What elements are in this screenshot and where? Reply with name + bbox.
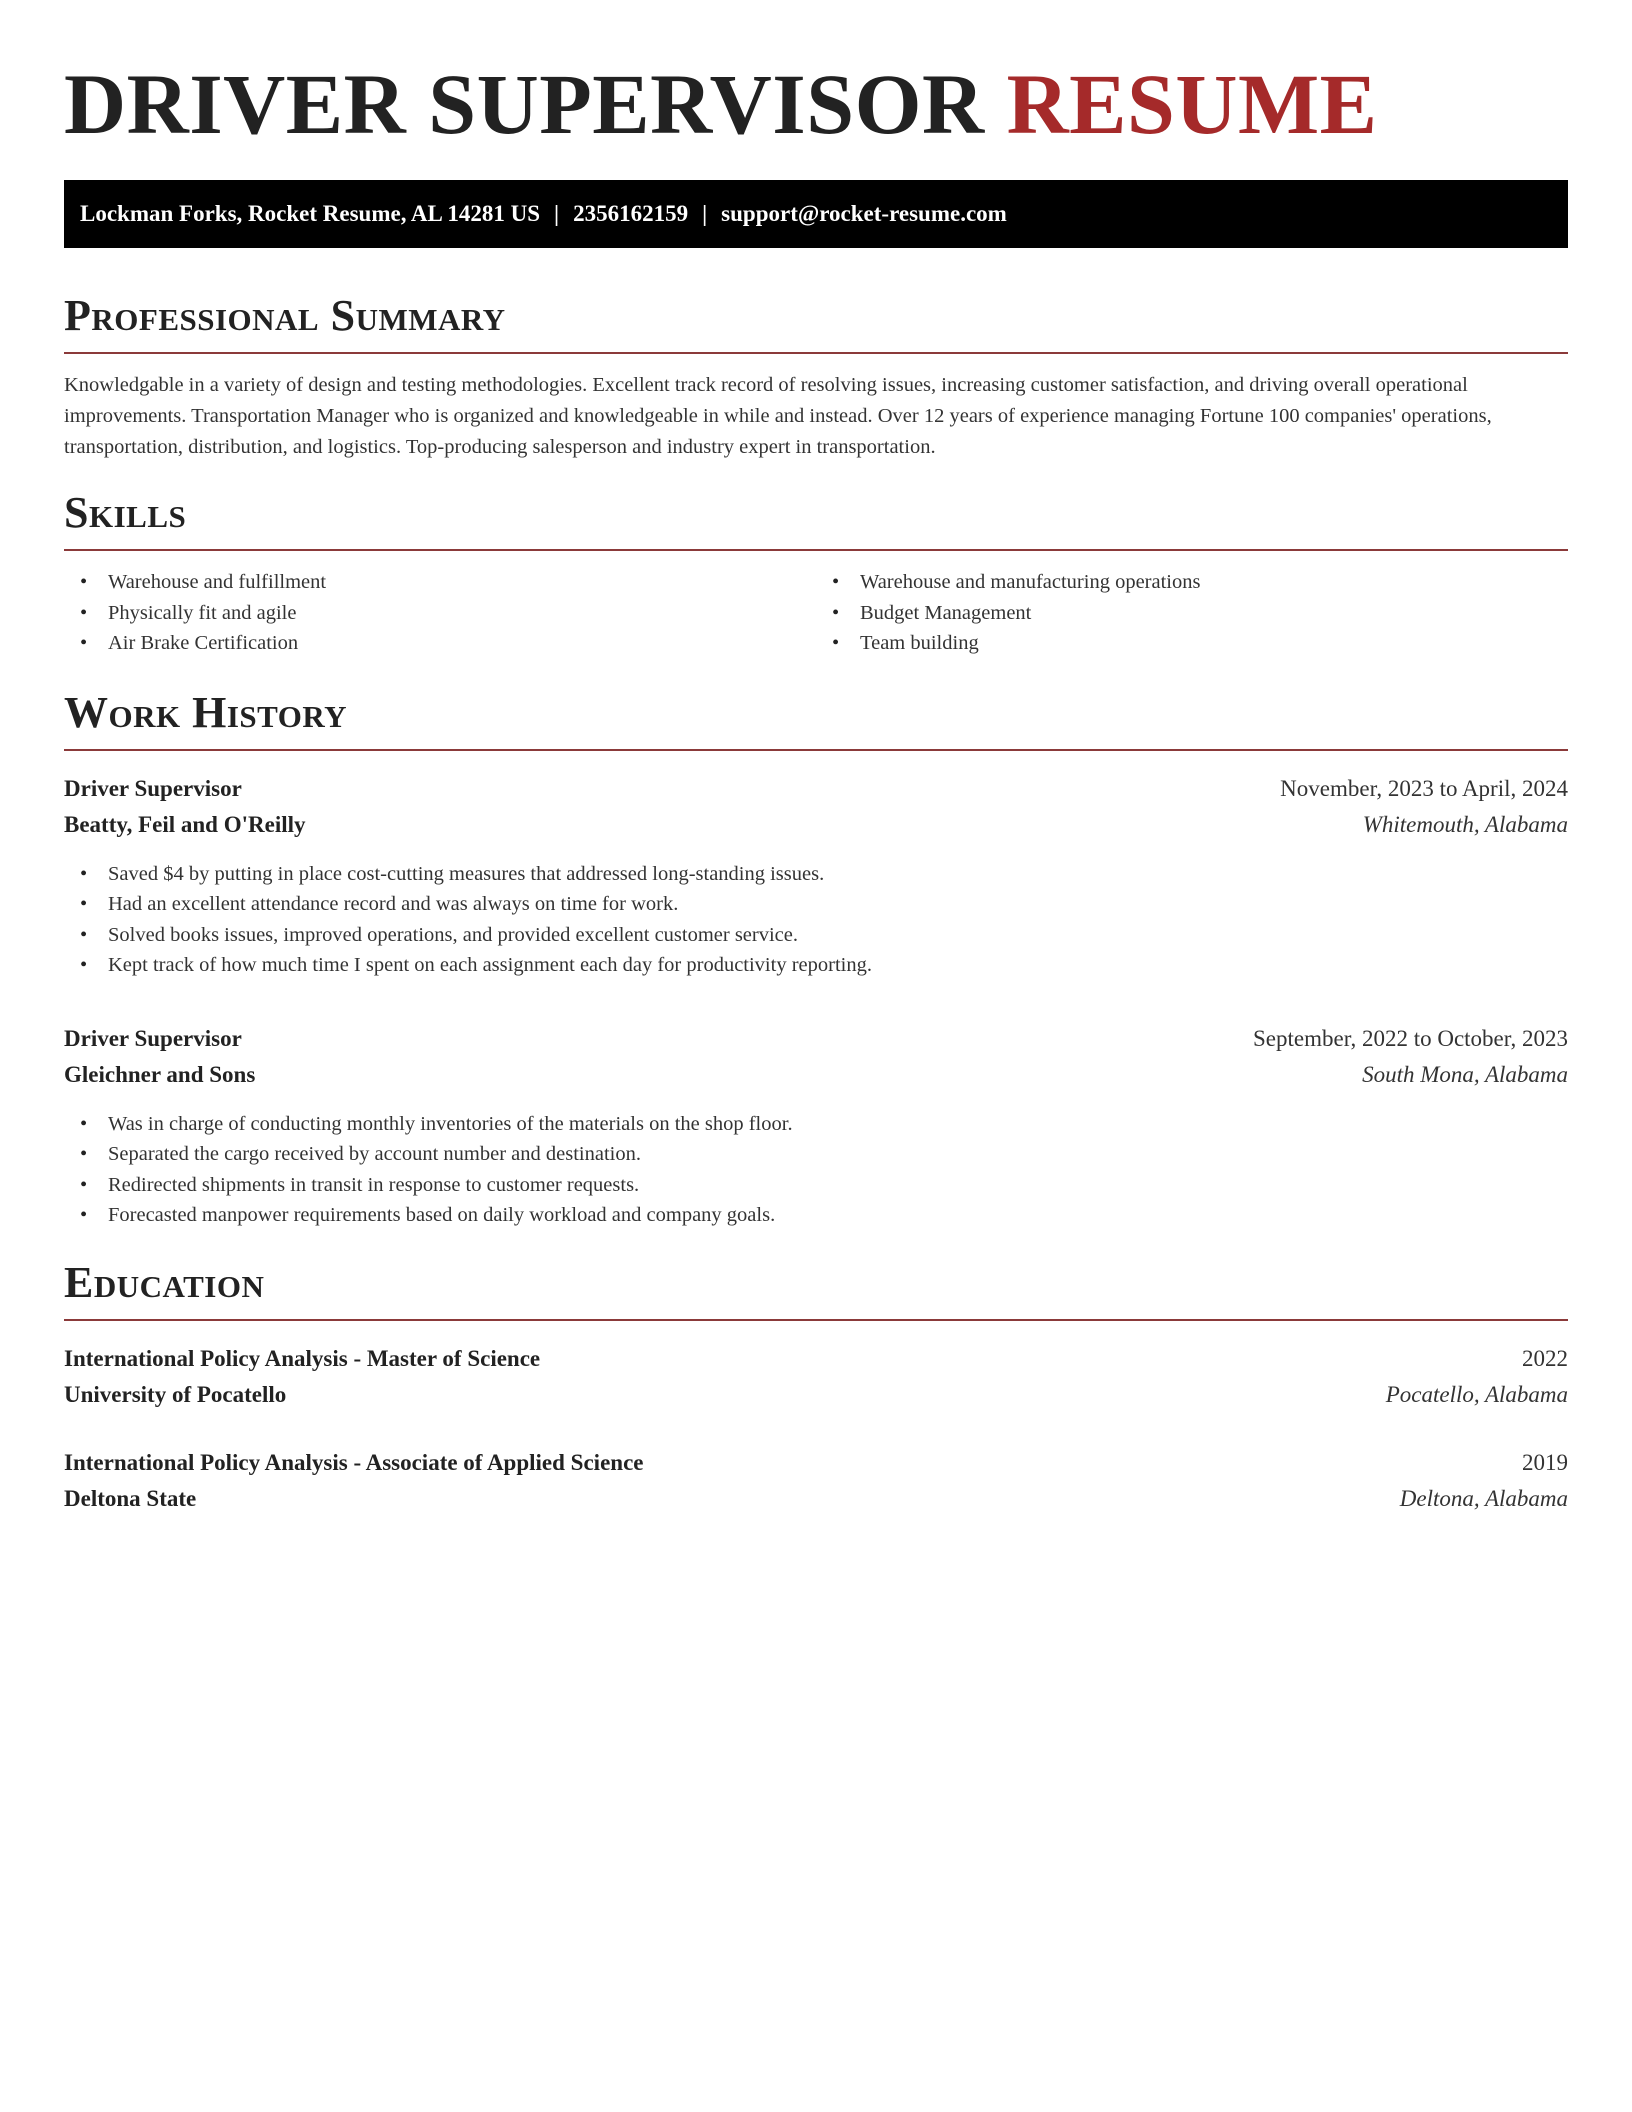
job-duties-list (64, 859, 1568, 981)
contact-separator: | (554, 201, 560, 226)
education-heading: Education (64, 1257, 265, 1307)
skills-list-left (64, 567, 816, 659)
skills-column-right (816, 567, 1568, 659)
resume-title (64, 56, 1568, 152)
job-title: Driver Supervisor (64, 1025, 242, 1051)
education-degree: International Policy Analysis - Master of Science (64, 1345, 541, 1371)
skills-column-left (64, 567, 816, 659)
job-company-row (64, 807, 1568, 843)
job-duty-item: • Solved books issues, improved operations, and provided excellent customer service. (64, 920, 1568, 951)
skills-list-right (816, 567, 1568, 659)
job-duty-item: • Had an excellent attendance record and was always on time for work. (64, 889, 1568, 920)
summary-section (64, 290, 1568, 463)
job-company: Beatty, Feil and O'Reilly (64, 811, 306, 837)
title-accent: RESUME (1006, 56, 1378, 152)
skill-item: • Team building (816, 628, 1568, 659)
job-duty-item: • Was in charge of conducting monthly inventories of the materials on the shop floor. (64, 1109, 1568, 1140)
summary-text: Knowledgable in a variety of design and testing methodologies. Excellent track record of resolving issues, increasing customer satisfaction, and driving overall operational improvements. Transportation Manager who is organized and knowledgeable in while and instead. Over 12 years of experience managing Fortune 100 companies' operations, transportation, distribution, and logistics. Top-producing salesperson and industry expert in transportation. (64, 374, 1492, 458)
job-company-row (64, 1057, 1568, 1093)
job-dates: November, 2023 to April, 2024 (1280, 775, 1568, 801)
section-divider (64, 749, 1568, 751)
job-duty-item: • Forecasted manpower requirements based on daily workload and company goals. (64, 1200, 1568, 1231)
job-duties-list (64, 1109, 1568, 1231)
contact-address: Lockman Forks, Rocket Resume, AL 14281 US (80, 201, 541, 226)
job-entry (64, 771, 1568, 981)
job-header-row (64, 1021, 1568, 1057)
title-main: DRIVER SUPERVISOR (64, 56, 985, 152)
education-school-row (64, 1481, 1568, 1517)
skill-item: • Warehouse and fulfillment (64, 567, 816, 598)
skill-item: • Air Brake Certification (64, 628, 816, 659)
education-school: Deltona State (64, 1485, 197, 1511)
job-entry (64, 1021, 1568, 1231)
education-degree: International Policy Analysis - Associate of Applied Science (64, 1449, 644, 1475)
education-entry (64, 1445, 1568, 1517)
education-location: Deltona, Alabama (1399, 1485, 1568, 1511)
contact-separator: | (702, 201, 708, 226)
section-divider (64, 352, 1568, 354)
education-degree-row (64, 1445, 1568, 1481)
contact-email: support@rocket-resume.com (721, 201, 1007, 226)
education-location: Pocatello, Alabama (1385, 1381, 1568, 1407)
section-divider (64, 549, 1568, 551)
contact-bar (64, 180, 1568, 248)
job-header-row (64, 771, 1568, 807)
education-school-row (64, 1377, 1568, 1413)
job-duty-item: • Kept track of how much time I spent on each assignment each day for productivity reporting. (64, 950, 1568, 981)
job-location: Whitemouth, Alabama (1362, 811, 1568, 837)
education-section (64, 1257, 1568, 1517)
education-year: 2022 (1522, 1345, 1568, 1371)
job-duty-item: • Redirected shipments in transit in response to customer requests. (64, 1170, 1568, 1201)
education-year: 2019 (1522, 1449, 1568, 1475)
job-company: Gleichner and Sons (64, 1061, 256, 1087)
work-history-section (64, 687, 1568, 1231)
summary-heading: Professional Summary (64, 291, 506, 340)
job-title: Driver Supervisor (64, 775, 242, 801)
skill-item: • Warehouse and manufacturing operations (816, 567, 1568, 598)
skill-item: • Budget Management (816, 598, 1568, 629)
contact-phone: 2356162159 (573, 201, 689, 226)
work-history-heading: Work History (64, 687, 348, 737)
skills-section (64, 487, 1568, 659)
skill-item: • Physically fit and agile (64, 598, 816, 629)
job-duty-item: • Separated the cargo received by account number and destination. (64, 1139, 1568, 1170)
job-location: South Mona, Alabama (1362, 1061, 1568, 1087)
job-dates: September, 2022 to October, 2023 (1253, 1025, 1568, 1051)
skills-heading: Skills (64, 488, 187, 537)
job-duty-item: • Saved $4 by putting in place cost-cutting measures that addressed long-standing issues. (64, 859, 1568, 890)
education-degree-row (64, 1341, 1568, 1377)
education-school: University of Pocatello (64, 1381, 287, 1407)
skills-grid (64, 567, 1568, 659)
section-divider (64, 1319, 1568, 1321)
education-entry (64, 1341, 1568, 1413)
